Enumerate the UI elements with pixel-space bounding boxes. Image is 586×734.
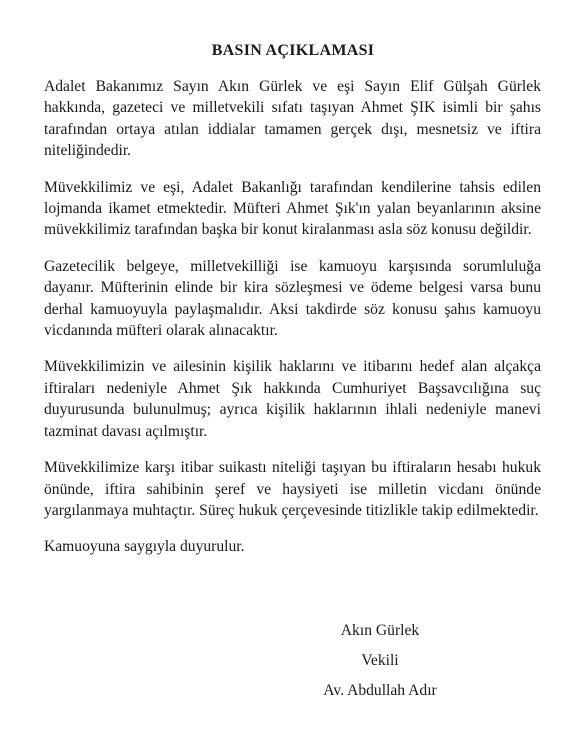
signature-client-name: Akın Gürlek xyxy=(340,622,420,639)
paragraph-4: Müvekkilimizin ve ailesinin kişilik haklarını ve itibarını hedef alan alçakça iftiraları nedeniyle Ahmet Şık hakkında Cumhuriyet Başsavcılığına suç duyurusunda bulunulmuş; ayrıca kişilik haklarının ihlali nedeniyle manevi tazminat davası açılmıştır. xyxy=(44,358,541,440)
signature-lawyer-name: Av. Abdullah Adır xyxy=(323,682,437,699)
signature-block xyxy=(300,620,460,710)
paragraph-1: Adalet Bakanımız Sayın Akın Gürlek ve eşi Sayın Elif Gülşah Gürlek hakkında, gazeteci ve milletvekili sıfatı taşıyan Ahmet ŞIK isimli bir şahıs tarafından ortaya atılan iddialar tamamen gerçek dışı, mesnetsiz ve iftira niteliğindedir. xyxy=(44,78,541,160)
paragraph-2: Müvekkilimiz ve eşi, Adalet Bakanlığı tarafından kendilerine tahsis edilen lojmanda ikamet etmektedir. Müfteri Ahmet Şık'ın yalan beyanlarının aksine müvekkilimiz tarafından başka bir konut kiralanması asla söz konusu değildir. xyxy=(44,178,541,239)
document-title: BASIN AÇIKLAMASI xyxy=(211,42,375,59)
document-body xyxy=(44,76,541,558)
signature-role: Vekili xyxy=(361,652,399,669)
closing-line: Kamuoyuna saygıyla duyurulur. xyxy=(44,538,245,556)
paragraph-5: Müvekkilimize karşı itibar suikastı niteliği taşıyan bu iftiraların hesabı hukuk önünde, iftira sahibinin şeref ve haysiyeti ise milletin vicdanı önünde yargılanmaya muhtaçtır. Süreç hukuk çerçevesinde titizlikle takip edilmektedir. xyxy=(44,459,541,519)
paragraph-3: Gazetecilik belgeye, milletvekilliği ise kamuoyu karşısında sorumluluğa dayanır. Müfterinin elinde bir kira sözleşmesi ve ödeme belgesi varsa bunu derhal kamuoyuyla paylaşmalıdır. Aksi takdirde söz konusu şahıs kamuoyu vicdanında müfteri olarak alınacaktır. xyxy=(44,257,541,340)
